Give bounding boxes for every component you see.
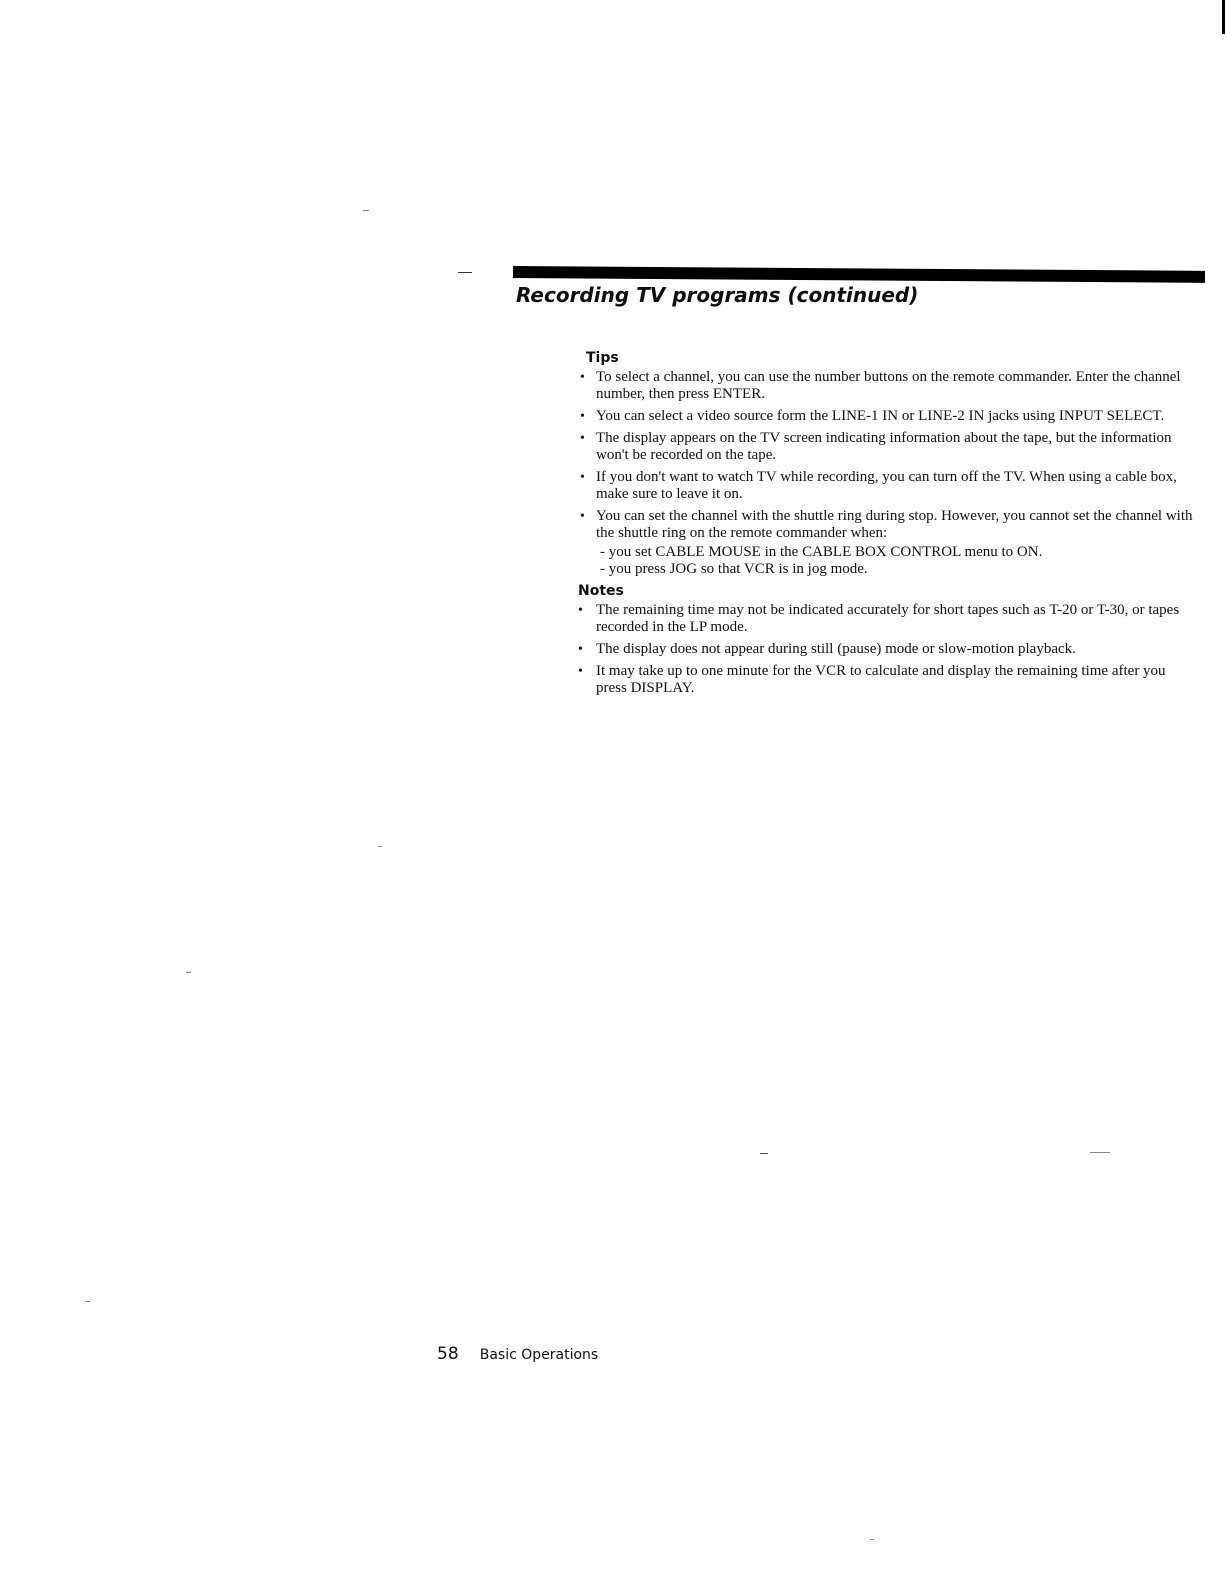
tip-item-2 xyxy=(576,408,1196,425)
scan-speck xyxy=(85,1301,90,1302)
page-title: Recording TV programs (continued) xyxy=(516,283,919,307)
scan-speck xyxy=(870,1539,874,1540)
tips-section xyxy=(576,350,1196,578)
tip-sub-item: - you set CABLE MOUSE in the CABLE BOX CONTROL menu to ON. xyxy=(600,544,1043,560)
tip-item-3 xyxy=(576,430,1196,464)
notes-heading: Notes xyxy=(578,583,624,599)
scan-speck xyxy=(1090,1152,1110,1153)
scan-speck xyxy=(760,1153,768,1154)
tip-sub-item: - you press JOG so that VCR is in jog mode. xyxy=(600,561,868,577)
header-rule xyxy=(513,266,1205,283)
tip-text: If you don't want to watch TV while recording, you can turn off the TV. When using a cable box, make sure to leave it on. xyxy=(596,469,1177,502)
footer-section-label: Basic Operations xyxy=(479,1347,599,1363)
tip-text: To select a channel, you can use the number buttons on the remote commander. Enter the channel number, then press ENTER. xyxy=(596,369,1181,402)
tip-item-4 xyxy=(576,469,1196,503)
tip-text: You can select a video source form the LINE-1 IN or LINE-2 IN jacks using INPUT SELECT. xyxy=(596,408,1165,424)
tip-sub-list xyxy=(596,544,1196,578)
page-number: 58 xyxy=(437,1344,459,1364)
scan-speck xyxy=(458,272,472,273)
notes-list xyxy=(576,602,1196,697)
tip-text: The display appears on the TV screen indicating information about the tape, but the information won't be recorded on the tape. xyxy=(596,430,1172,463)
scan-speck xyxy=(363,210,369,211)
tip-item-1 xyxy=(576,369,1196,403)
tips-heading: Tips xyxy=(586,350,619,366)
tip-text: You can set the channel with the shuttle ring during stop. However, you cannot set the channel with the shuttle ring on the remote commander when: xyxy=(596,508,1193,541)
content-body xyxy=(576,350,1196,702)
note-item-2: • The display does not appear during still (pause) mode or slow-motion playback. xyxy=(576,641,1196,658)
scan-speck xyxy=(186,972,191,973)
scan-speck xyxy=(378,846,382,847)
tip-item-5 xyxy=(576,508,1196,578)
page-footer xyxy=(437,1344,598,1364)
notes-section xyxy=(576,583,1196,697)
note-item-3: • It may take up to one minute for the VCR to calculate and display the remaining time after you press DISPLAY. xyxy=(576,663,1196,697)
note-item-1: • The remaining time may not be indicated accurately for short tapes such as T-20 or T-30, or tapes recorded in the LP mode. xyxy=(576,602,1196,636)
tips-list xyxy=(576,369,1196,578)
